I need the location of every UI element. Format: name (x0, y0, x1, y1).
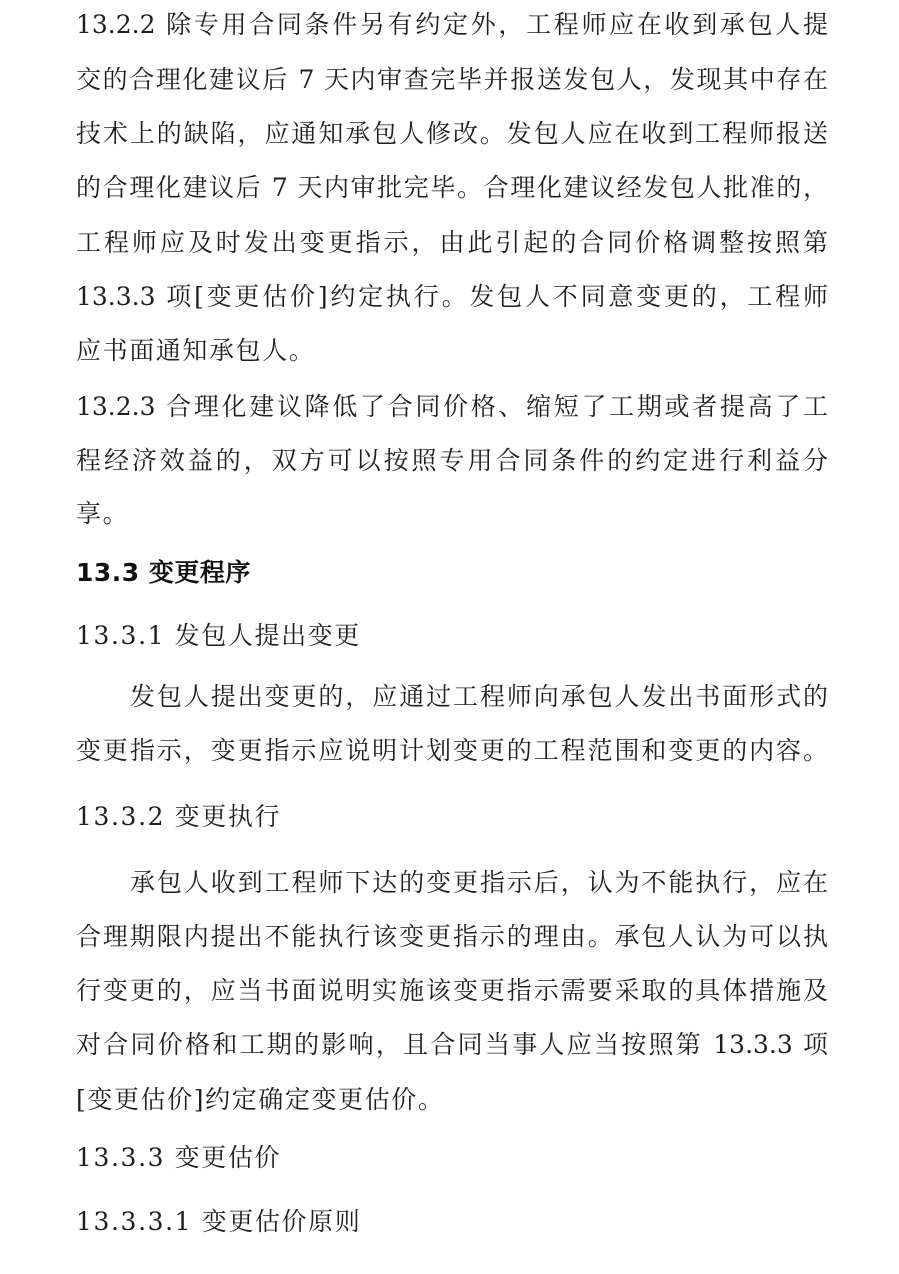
subheading-13-3-2: 13.3.2 变更执行 (76, 802, 282, 831)
subheading-13-3-3-1: 13.3.3.1 变更估价原则 (76, 1207, 362, 1236)
text-line: 发包人提出变更的，应通过工程师向承包人发出书面形式的 (130, 682, 828, 711)
text-line: 的合理化建议后 7 天内审批完毕。合理化建议经发包人批准的， (76, 173, 828, 202)
text-line: 13.3.3 项[变更估价]约定执行。发包人不同意变更的，工程师 (76, 282, 828, 311)
subheading-13-3-1: 13.3.1 发包人提出变更 (76, 621, 361, 650)
text-line: 应书面通知承包人。 (76, 336, 316, 365)
text-line: 对合同价格和工期的影响，且合同当事人应当按照第 13.3.3 项 (76, 1030, 828, 1059)
text-line: 承包人收到工程师下达的变更指示后，认为不能执行，应在 (130, 868, 828, 897)
text-line: 13.2.3 合理化建议降低了合同价格、缩短了工期或者提高了工 (76, 392, 828, 421)
text-line: 程经济效益的，双方可以按照专用合同条件的约定进行利益分 (76, 446, 828, 475)
subheading-13-3-3: 13.3.3 变更估价 (76, 1143, 282, 1172)
text-line: 行变更的，应当书面说明实施该变更指示需要采取的具体措施及 (76, 976, 828, 1005)
text-line: 交的合理化建议后 7 天内审查完毕并报送发包人，发现其中存在 (76, 65, 828, 94)
text-line: 享。 (76, 499, 130, 528)
text-line: 变更指示，变更指示应说明计划变更的工程范围和变更的内容。 (76, 736, 828, 765)
text-line: 工程师应及时发出变更指示，由此引起的合同价格调整按照第 (76, 228, 828, 257)
text-line: [变更估价]约定确定变更估价。 (76, 1085, 445, 1114)
text-line: 技术上的缺陷，应通知承包人修改。发包人应在收到工程师报送 (76, 119, 828, 148)
text-line: 合理期限内提出不能执行该变更指示的理由。承包人认为可以执 (76, 922, 828, 951)
text-line: 13.2.2 除专用合同条件另有约定外，工程师应在收到承包人提 (76, 10, 828, 39)
section-heading-13-3: 13.3 变更程序 (76, 558, 251, 587)
